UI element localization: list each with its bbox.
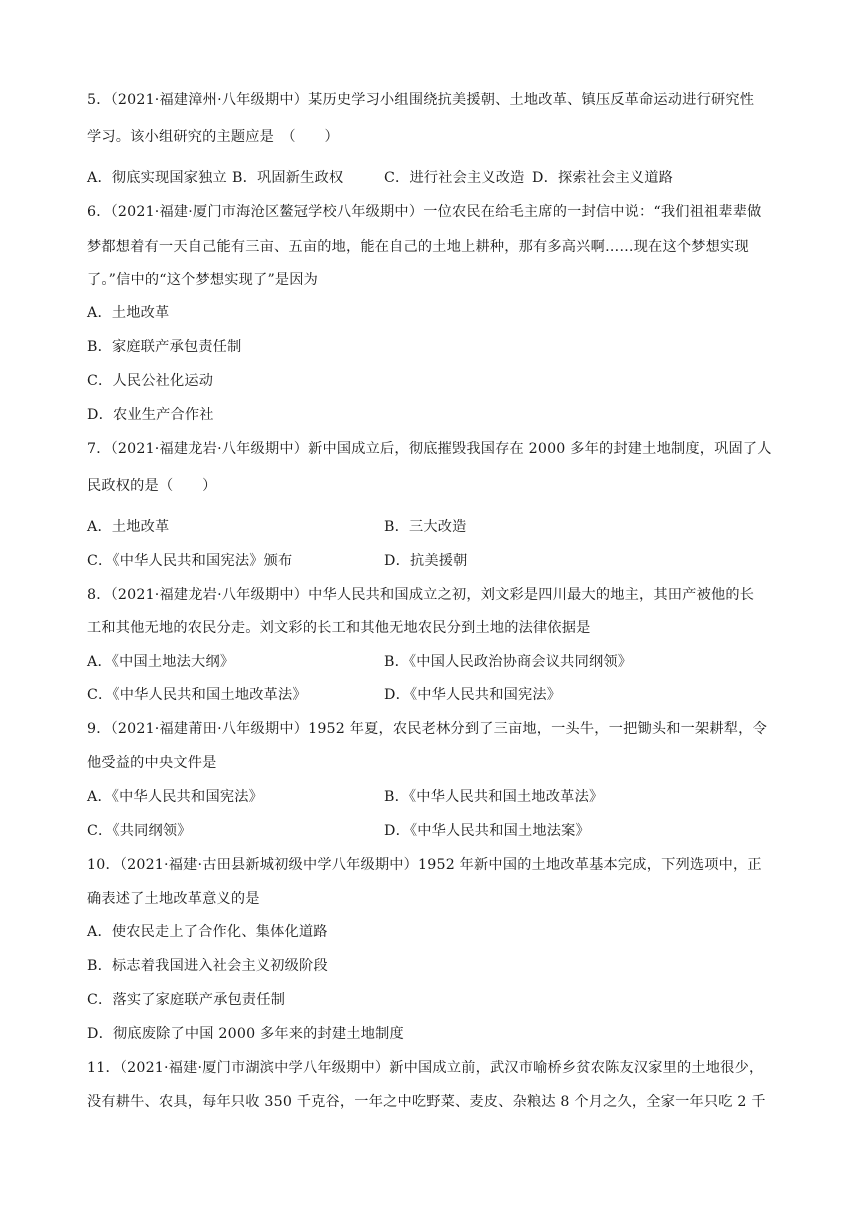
question-5-option-a[interactable]: A．彻底实现国家独立 <box>87 170 227 186</box>
question-8-option-a[interactable]: A．《中国土地法大纲》 <box>87 654 235 670</box>
question-7-option-a[interactable]: A．土地改革 <box>87 519 170 535</box>
question-6-option-a[interactable]: A．土地改革 <box>87 305 170 321</box>
question-9-option-b[interactable]: B．《中华人民共和国土地改革法》 <box>384 789 604 805</box>
question-7-option-c[interactable]: C．《中华人民共和国宪法》颁布 <box>87 553 293 569</box>
question-8-option-b[interactable]: B．《中国人民政治协商会议共同纲领》 <box>384 654 633 670</box>
question-6-option-d[interactable]: D．农业生产合作社 <box>87 407 214 423</box>
question-5-option-b[interactable]: B．巩固新生政权 <box>232 170 344 186</box>
question-11-line-1: 11．（2021·福建·厦门市湖滨中学八年级期中）新中国成立前，武汉市喻桥乡贫农陈友汉家里的土地很少， <box>87 1060 764 1076</box>
question-6-line-3: 了。”信中的“这个梦想实现了”是因为 <box>87 272 319 288</box>
question-6-option-b[interactable]: B．家庭联产承包责任制 <box>87 339 242 355</box>
question-9-option-a[interactable]: A．《中华人民共和国宪法》 <box>87 789 263 805</box>
question-9-line-1: 9．（2021·福建莆田·八年级期中）1952 年夏，农民老林分到了三亩地，一头牛，一把锄头和一架耕犁，令 <box>87 721 767 737</box>
question-8-option-d[interactable]: D．《中华人民共和国宪法》 <box>384 687 562 703</box>
question-6-line-2: 梦都想着有一天自己能有三亩、五亩的地，能在自己的土地上耕种，那有多高兴啊……现在这个梦想实现 <box>87 239 749 255</box>
question-10-option-a[interactable]: A．使农民走上了合作化、集体化道路 <box>87 924 328 940</box>
question-6-line-1: 6．（2021·福建·厦门市海沧区鳌冠学校八年级期中）一位农民在给毛主席的一封信中说：“我们祖祖辈辈做 <box>87 204 762 220</box>
question-11-line-2: 没有耕牛、农具，每年只收 350 千克谷，一年之中吃野菜、麦皮、杂粮达 8 个月之久，全家一年只吃 2 千 <box>87 1094 766 1110</box>
question-7-line-2: 民政权的是（ ） <box>87 478 217 494</box>
question-8-line-1: 8．（2021·福建龙岩·八年级期中）中华人民共和国成立之初，刘文彩是四川最大的地主，其田产被他的长 <box>87 587 755 603</box>
question-10-line-1: 10．（2021·福建·古田县新城初级中学八年级期中）1952 年新中国的土地改革基本完成，下列选项中，正 <box>87 857 762 873</box>
question-5-line-2: 学习。该小组研究的主题应是 （ ） <box>87 129 339 145</box>
question-5-option-d[interactable]: D．探索社会主义道路 <box>532 170 674 186</box>
question-10-line-2: 确表述了土地改革意义的是 <box>87 891 260 907</box>
question-9-line-2: 他受益的中央文件是 <box>87 755 217 771</box>
question-9-option-c[interactable]: C．《共同纲领》 <box>87 823 192 839</box>
question-10-option-c[interactable]: C．落实了家庭联产承包责任制 <box>87 992 286 1008</box>
question-6-option-c[interactable]: C．人民公社化运动 <box>87 373 214 389</box>
question-5-line-1: 5．（2021·福建漳州·八年级期中）某历史学习小组围绕抗美援朝、土地改革、镇压反革命运动进行研究性 <box>87 92 755 108</box>
question-8-line-2: 工和其他无地的农民分走。刘文彩的长工和其他无地农民分到土地的法律依据是 <box>87 620 591 636</box>
question-7-line-1: 7．（2021·福建龙岩·八年级期中）新中国成立后，彻底摧毁我国存在 2000 多年的封建土地制度，巩固了人 <box>87 441 772 457</box>
question-10-option-d[interactable]: D．彻底废除了中国 2000 多年来的封建土地制度 <box>87 1026 404 1042</box>
question-5-option-c[interactable]: C．进行社会主义改造 <box>384 170 525 186</box>
question-10-option-b[interactable]: B．标志着我国进入社会主义初级阶段 <box>87 958 328 974</box>
question-7-option-b[interactable]: B．三大改造 <box>384 519 467 535</box>
question-7-option-d[interactable]: D．抗美援朝 <box>384 553 468 569</box>
question-9-option-d[interactable]: D．《中华人民共和国土地法案》 <box>384 823 590 839</box>
question-8-option-c[interactable]: C．《中华人民共和国土地改革法》 <box>87 687 307 703</box>
